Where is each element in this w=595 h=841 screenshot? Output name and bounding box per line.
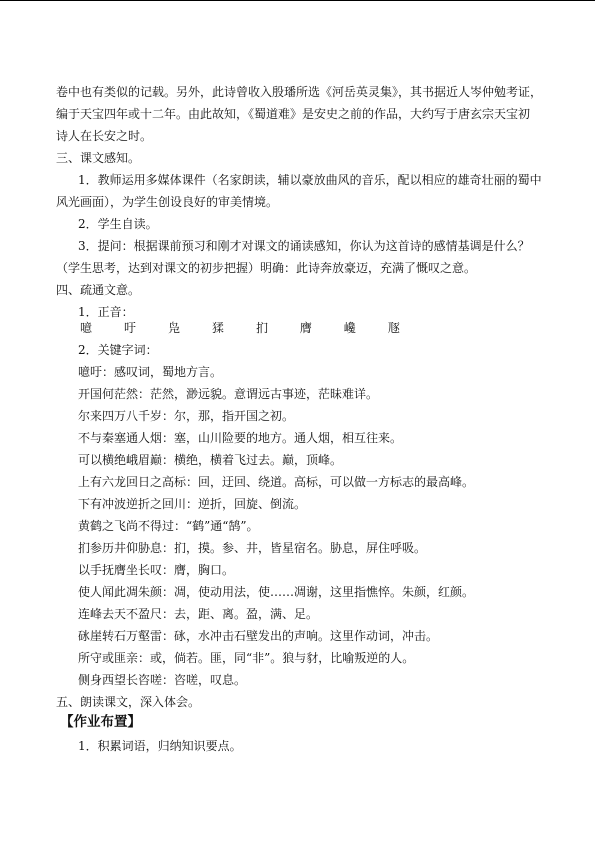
paragraph-line: 2．学生自读。 [78,217,158,231]
zhengyin-row [80,320,400,336]
keyword-line: 尔来四万八千岁：尔，那，指开国之初。 [78,409,295,423]
intro-line: 编于天宝四年或十二年。由此故知，《蜀道难》是安史之前的作品，大约写于唐玄宗天宝初 [56,107,531,121]
keyword-line: 下有冲波逆折之回川：逆折，回旋、倒流。 [78,497,307,511]
zhengyin-char: 猱 [211,321,224,335]
keyword-line: 可以横绝峨眉巅：横绝，横着飞过去。巅，顶峰。 [78,453,343,467]
zhengyin-char: 吁 [123,321,136,335]
zhengyin-char: 膺 [299,321,312,335]
zhengyin-char: 巉 [343,321,356,335]
keyword-line: 上有六龙回日之高标：回，迂回、绕道。高标，可以做一方标志的最高峰。 [78,475,475,489]
intro-line: 卷中也有类似的记载。另外，此诗曾收入殷璠所选《河岳英灵集》，其书据近人岑仲勉考证， [56,85,543,99]
keyword-line: 黄鹤之飞尚不得过：“鹤”通“鹄”。 [78,519,259,533]
intro-line: 诗人在长安之时。 [56,129,153,143]
keyword-line: 开国何茫然：茫然，渺远貌。意谓远古事迹，茫昧难详。 [78,387,379,401]
keyword-line: 使人闻此凋朱颜：凋，使动用法，使……凋谢，这里指憔悴。朱颜，红颜。 [78,585,475,599]
keyword-line: 侧身西望长咨嗟：咨嗟，叹息。 [78,673,247,687]
keyword-line: 所守或匪亲：或，倘若。匪，同“非”。狼与豺，比喻叛逆的人。 [78,651,415,665]
keyword-line: 不与秦塞通人烟：塞，山川险要的地方。通人烟，相互往来。 [78,431,403,445]
homework-item: 1．积累词语，归纳知识要点。 [78,739,242,753]
keywords-label: 2．关键字词： [78,343,158,357]
zhengyin-char: 噫 [80,321,93,335]
keyword-line: 连峰去天不盈尺：去，距、离。盈，满、足。 [78,607,319,621]
paragraph-line: 1．教师运用多媒体课件（名家朗读，辅以豪放曲风的音乐，配以相应的雄奇壮丽的蜀中 [78,173,542,187]
zhengyin-label: 1．正音： [78,305,134,319]
zhengyin-char: 扪 [255,321,268,335]
keyword-line: 砯崖转石万壑雷：砯，水冲击石壁发出的声响。这里作动词，冲击。 [78,629,439,643]
keyword-line: 噫吁：感叹词，蜀地方言。 [78,365,223,379]
paragraph-line: 3．提问：根据课前预习和刚才对课文的诵读感知，你认为这首诗的感情基调是什么？ [78,239,530,253]
homework-heading: 【作业布置】 [60,714,141,730]
paragraph-line: 风光画面），为学生创设良好的审美情境。 [56,195,279,209]
keyword-line: 以手抚膺坐长叹：膺，胸口。 [78,563,235,577]
zhengyin-char: 豗 [387,321,400,335]
section-title: 四、疏通文意。 [56,283,141,297]
paragraph-line: （学生思考，达到对课文的初步把握）明确：此诗奔放豪迈，充满了慨叹之意。 [56,261,477,275]
section-title: 三、课文感知。 [56,151,141,165]
keyword-line: 扪参历井仰胁息：扪，摸。参、井，皆星宿名。胁息，屏住呼吸。 [78,541,427,555]
section-title: 五、朗读课文，深入体会。 [56,695,201,709]
zhengyin-char: 凫 [167,321,180,335]
